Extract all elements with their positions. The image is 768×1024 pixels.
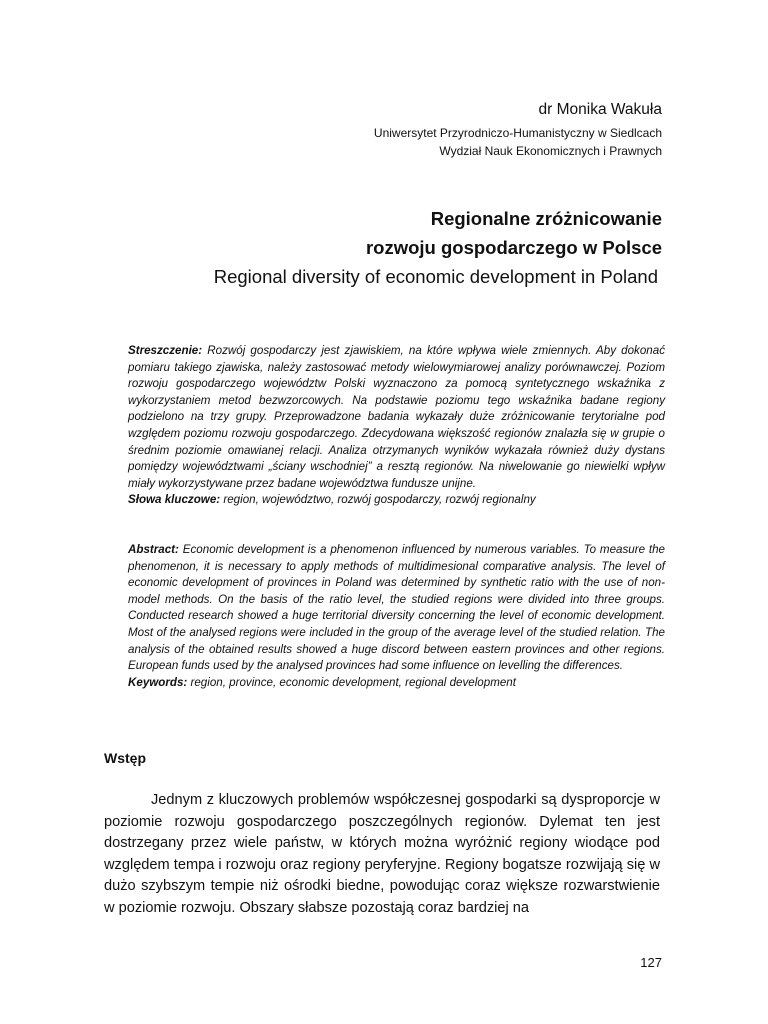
abstract-label: Abstract:: [128, 543, 179, 556]
keywords-line: [128, 675, 665, 692]
section-heading: Wstęp: [104, 750, 146, 766]
streszczenie-block: [128, 343, 665, 509]
body-paragraph: Jednym z kluczowych problemów współczesnej gospodarki są dysproporcje w poziomie rozwoju gospodarczego poszczególnych regionów. Dylemat ten jest dostrzegany przez wiele państw, w których można wyróżnić regiony wiodące pod względem tempa i rozwoju oraz regiony peryferyjne. Regiony bogatsze rozwijają się w dużo szybszym tempie niż ośrodki biedne, powodując coraz większe rozwarstwienie w poziomie rozwoju. Obszary słabsze pozostają coraz bardziej na: [104, 792, 660, 916]
author-name: dr Monika Wakuła: [538, 101, 662, 118]
abstract-text: Economic development is a phenomenon influenced by numerous variables. To measure the phenomenon, it is necessary to apply methods of multidimesional comparative analysis. The level of economic development of provinces in Poland was determined by synthetic ratio with the use of non-model methods. On the basis of the ratio level, the studied regions were divided into three groups. Conducted research showed a huge territorial diversity concerning the level of economic development. Most of the analysed regions were included in the group of the average level of the studied relation. The analysis of the obtained results showed a huge discord between eastern provinces and other regions. European funds used by the analysed provinces had some influence on levelling the differences.: [128, 543, 665, 673]
title-block: [214, 204, 662, 291]
author-affiliation-faculty: Wydział Nauk Ekonomicznych i Prawnych: [439, 144, 662, 158]
keywords-label: Keywords:: [128, 675, 188, 689]
title-polish-line-2: rozwoju gospodarczego w Polsce: [365, 237, 662, 258]
author-block: [374, 100, 662, 160]
slowa-kluczowe-text: region, województwo, rozwój gospodarczy, rozwój regionalny: [220, 493, 536, 507]
abstract-paragraph: [128, 542, 665, 675]
title-english: Regional diversity of economic development in Poland: [213, 266, 658, 287]
streszczenie-paragraph: [128, 343, 665, 492]
streszczenie-label: Streszczenie:: [128, 344, 203, 357]
slowa-kluczowe-label: Słowa kluczowe:: [128, 493, 221, 507]
abstract-block: [128, 542, 665, 691]
author-affiliation-university: Uniwersytet Przyrodniczo-Humanistyczny w Siedlcach: [373, 126, 662, 140]
page-number: 127: [640, 955, 662, 970]
title-polish-line-1: Regionalne zróżnicowanie: [430, 208, 662, 229]
keywords-text: region, province, economic development, regional development: [187, 675, 516, 689]
slowa-kluczowe-line: [128, 492, 665, 509]
streszczenie-text: Rozwój gospodarczy jest zjawiskiem, na które wpływa wiele zmiennych. Aby dokonać pomiaru takiego zjawiska, należy zastosować metody wielowymiarowej analizy porównawczej. Poziom rozwoju gospodarczego województw Polski wyznaczono za pomocą syntetycznego wskaźnika z wykorzystaniem metod bezwzorcowych. Na podstawie poziomu tego wskaźnika badane regiony podzielono na trzy grupy. Przeprowadzone badania wykazały duże zróżnicowanie terytorialne pod względem poziomu rozwoju gospodarczego. Zdecydowana większość regionów znalazła się w grupie o średnim poziomie omawianej relacji. Analiza otrzymanych wyników wykazała również duży dystans pomiędzy województwami „ściany wschodniej” a resztą regionów. Na niwelowanie go niewielki wpływ miały wykorzystywane przez badane województwa fundusze unijne.: [128, 344, 665, 490]
